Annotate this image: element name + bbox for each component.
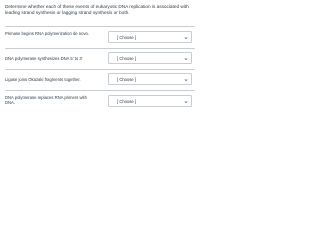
matching-row-4 — [5, 93, 195, 110]
answer-dropdown[interactable] — [108, 73, 192, 85]
chevron-down-icon — [184, 78, 188, 82]
row-divider — [5, 48, 195, 49]
chevron-down-icon — [184, 100, 188, 104]
matching-row-2 — [5, 50, 195, 67]
dropdown-selected-value: [ Choose ] — [117, 35, 137, 40]
answer-dropdown[interactable] — [108, 52, 192, 64]
answer-dropdown[interactable] — [108, 31, 192, 43]
chevron-down-icon — [184, 36, 188, 40]
row-divider — [5, 69, 195, 70]
dropdown-selected-value: [ Choose ] — [117, 56, 137, 61]
dropdown-selected-value: [ Choose ] — [117, 99, 137, 104]
question-prompt: Determine whether each of these events of eukaryotic DNA replication is associated with leading strand synthesis or lagging strand synthesis or both. — [5, 4, 189, 16]
row-label: Primase begins RNA polymerization de novo. — [5, 31, 90, 36]
dropdown-selected-value: [ Choose ] — [117, 77, 137, 82]
answer-dropdown[interactable] — [108, 95, 192, 107]
row-divider — [5, 26, 195, 27]
chevron-down-icon — [184, 57, 188, 61]
matching-row-3 — [5, 71, 195, 88]
matching-row-1 — [5, 29, 195, 46]
row-label: Ligase joins Okazaki fragments together. — [5, 77, 81, 82]
row-label: DNA polymerase replaces RNA primers with DNA. — [5, 95, 87, 106]
row-divider — [5, 90, 195, 91]
row-label: DNA polymerase synthesizes DNA 5' to 3' — [5, 56, 83, 61]
